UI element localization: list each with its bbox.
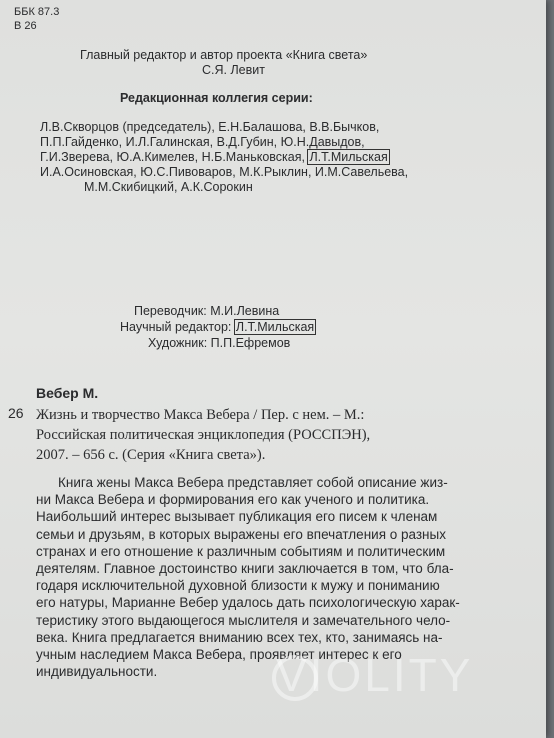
abstract-line: века. Книга предлагается вниманию всех тех, кто, занимаясь на-: [36, 629, 443, 645]
editorial-board-list: [40, 120, 408, 195]
bib-line: 2007. – 656 с. (Серия «Книга света»).: [36, 447, 266, 463]
abstract-line: годаря исключительной духовной близости к мужу и пониманию: [36, 578, 440, 594]
catalog-author: Вебер М.: [36, 385, 99, 401]
board-line: [40, 150, 408, 165]
credits-block: [120, 303, 315, 351]
abstract-line: ни Макса Вебера и формирования его как ученого и политика.: [36, 492, 430, 508]
translator-credit: Переводчик: М.И.Левина: [134, 304, 280, 318]
editorial-board-title: Редакционная коллегия серии:: [120, 91, 313, 105]
board-line: И.А.Осиновская, Ю.С.Пивоваров, М.К.Рыклин, И.М.Савельева,: [40, 165, 409, 179]
abstract-line: семьи и друзьям, в которых выражены его впечатления о разных: [36, 526, 446, 542]
chief-editor-name: С.Я. Левит: [202, 63, 265, 77]
abstract-line: теристику этого выдающегося мыслителя и замечательного чело-: [36, 612, 451, 628]
scientific-editor-label: Научный редактор:: [120, 320, 232, 334]
board-line: П.П.Гайденко, И.Л.Галинская, В.Д.Губин, Ю.Н.Давыдов,: [40, 135, 365, 149]
watermark: VIOLITY: [276, 649, 474, 701]
abstract-line: деятелям. Главное достоинство книги заключается в том, что бла-: [36, 561, 454, 577]
chief-editor-label: Главный редактор и автор проекта «Книга света»: [80, 48, 368, 62]
board-line: М.М.Скибицкий, А.К.Сорокин: [84, 180, 253, 194]
abstract-line: Книга жены Макса Вебера представляет собой описание жиз-: [58, 475, 448, 490]
abstract-line: индивидуальности.: [36, 664, 158, 680]
board-line: Л.В.Скворцов (председатель), Е.Н.Балашова, В.В.Бычков,: [40, 120, 380, 134]
bib-line: Российская политическая энциклопедия (РОССПЭН),: [36, 427, 371, 443]
abstract-line: Наибольший интерес вызывает публикация его писем к членам: [36, 509, 438, 525]
artist-credit: Художник: П.П.Ефремов: [148, 336, 291, 350]
abstract-line: учным наследием Макса Вебера, проявляет интерес к его: [36, 647, 402, 663]
board-line-text: Г.И.Зверева, Ю.А.Кимелев, Н.Б.Маньковская,: [40, 150, 305, 164]
abstract-line: его натуры, Марианне Вебер удалось дать психологическую харак-: [36, 595, 460, 611]
bib-line: Жизнь и творчество Макса Вебера / Пер. с нем. – М.:: [36, 407, 365, 423]
author-index: В 26: [14, 20, 37, 32]
scientific-editor-name: Л.Т.Мильская: [235, 320, 315, 334]
abstract-line: странах и его отношение к различным событиям и политическим: [36, 543, 446, 559]
bibliographic-description: [36, 405, 370, 465]
boxed-name: Л.Т.Мильская: [309, 150, 388, 164]
bbk-code: ББК 87.3: [14, 6, 60, 18]
scientific-editor-credit: [120, 319, 315, 335]
catalog-index: 26: [8, 405, 24, 421]
